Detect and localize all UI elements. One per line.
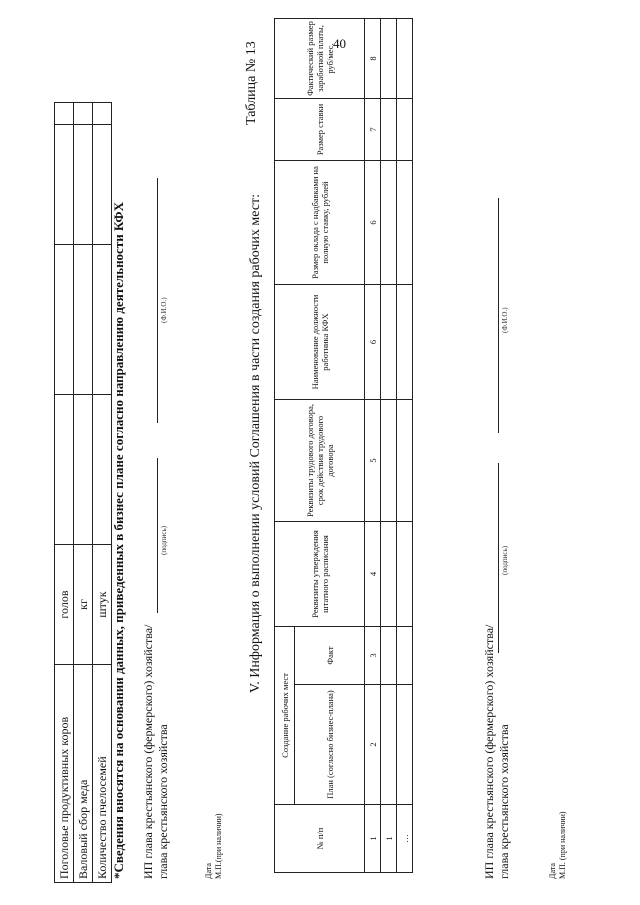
group-header: Создание рабочих мест xyxy=(275,627,295,805)
signature-block-2 xyxy=(482,625,512,879)
col-header: Размер ставки xyxy=(275,99,365,161)
table-cell xyxy=(381,285,397,400)
signature-block-1 xyxy=(141,625,171,879)
date-block-1 xyxy=(204,813,224,879)
page-number: 40 xyxy=(333,36,346,51)
row-unit: кг xyxy=(74,545,93,665)
stamp-label: М.П. (при наличии) xyxy=(558,811,567,879)
name-caption: (Ф.И.О.) xyxy=(501,307,509,333)
signature-title-line2: глава крестьянского хозяйства xyxy=(156,724,170,879)
table-cell xyxy=(397,285,413,400)
col-number: 7 xyxy=(365,99,381,161)
table-cell xyxy=(397,161,413,285)
date-label: Дата xyxy=(204,863,213,879)
table-row xyxy=(74,103,93,883)
signature-line xyxy=(498,463,499,653)
row-label: Валовый сбор меда xyxy=(74,665,93,883)
col-number: 4 xyxy=(365,522,381,627)
rotated-page-content xyxy=(20,13,620,893)
signature-title-line1: ИП глава крестьянского (фермерского) хозяйства/ xyxy=(141,624,155,879)
table-row xyxy=(55,103,74,883)
row-unit: штук xyxy=(93,545,112,665)
col-header: План (согласно бизнес-плана) xyxy=(295,685,365,805)
row-number: 1 xyxy=(381,805,397,873)
col-header: Реквизиты трудового договора, срок действия трудового договора xyxy=(275,400,365,522)
table-row xyxy=(397,19,413,873)
name-caption: (Ф.И.О.) xyxy=(160,297,168,323)
table-cell xyxy=(381,99,397,161)
col-number: 2 xyxy=(365,685,381,805)
table-cell xyxy=(381,400,397,522)
col-header: Размер оклада с надбавками на полную ставку, рублей xyxy=(275,161,365,285)
table-row xyxy=(93,103,112,883)
livestock-table xyxy=(54,102,112,883)
signature-title-line1: ИП глава крестьянского (фермерского) хозяйства/ xyxy=(482,624,496,879)
date-label: Дата xyxy=(548,863,557,879)
col-header: № п/п xyxy=(275,805,365,873)
table-cell xyxy=(397,627,413,685)
header-row xyxy=(275,19,295,873)
note-text: *Сведения вносятся на основании данных, приведенных в бизнес плане согласно направлению деятельности КФХ xyxy=(111,202,126,879)
signature-line xyxy=(157,458,158,613)
col-header: Реквизиты утверждения штатного расписания xyxy=(275,522,365,627)
table-cell xyxy=(381,19,397,99)
table-cell xyxy=(381,627,397,685)
table-cell xyxy=(397,685,413,805)
jobs-table xyxy=(274,18,413,873)
row-label: Поголовье продуктивных коров xyxy=(55,665,74,883)
table-cell xyxy=(397,400,413,522)
name-line xyxy=(157,178,158,423)
stamp-label: М.П.(при наличии) xyxy=(214,813,223,879)
signature-title-line2: глава крестьянского хозяйства xyxy=(497,724,511,879)
col-number: 6 xyxy=(365,285,381,400)
name-line xyxy=(498,198,499,433)
table-cell xyxy=(381,161,397,285)
table-cell xyxy=(397,522,413,627)
col-header: Наименование должности работника КФХ xyxy=(275,285,365,400)
section-title: V. Информация о выполнении условий Соглашения в части создания рабочих мест: xyxy=(248,193,263,693)
date-block-2 xyxy=(548,811,568,879)
col-number: 8 xyxy=(365,19,381,99)
row-unit: голов xyxy=(55,545,74,665)
col-number: 3 xyxy=(365,627,381,685)
table-cell xyxy=(397,19,413,99)
col-header: Факт xyxy=(295,627,365,685)
table-row xyxy=(381,19,397,873)
table-cell xyxy=(381,522,397,627)
signature-caption: (подпись) xyxy=(501,545,509,575)
col-number: 6 xyxy=(365,161,381,285)
col-number: 5 xyxy=(365,400,381,522)
row-label: Количество пчелосемей xyxy=(93,665,112,883)
signature-caption: (подпись) xyxy=(160,525,168,555)
table-cell xyxy=(381,685,397,805)
row-number: … xyxy=(397,805,413,873)
table-label: Таблица № 13 xyxy=(244,41,259,125)
col-number: 1 xyxy=(365,805,381,873)
col-header: Фактический размер заработной платы, руб/мес. xyxy=(275,19,365,99)
col-number-row xyxy=(365,19,381,873)
table-cell xyxy=(397,99,413,161)
